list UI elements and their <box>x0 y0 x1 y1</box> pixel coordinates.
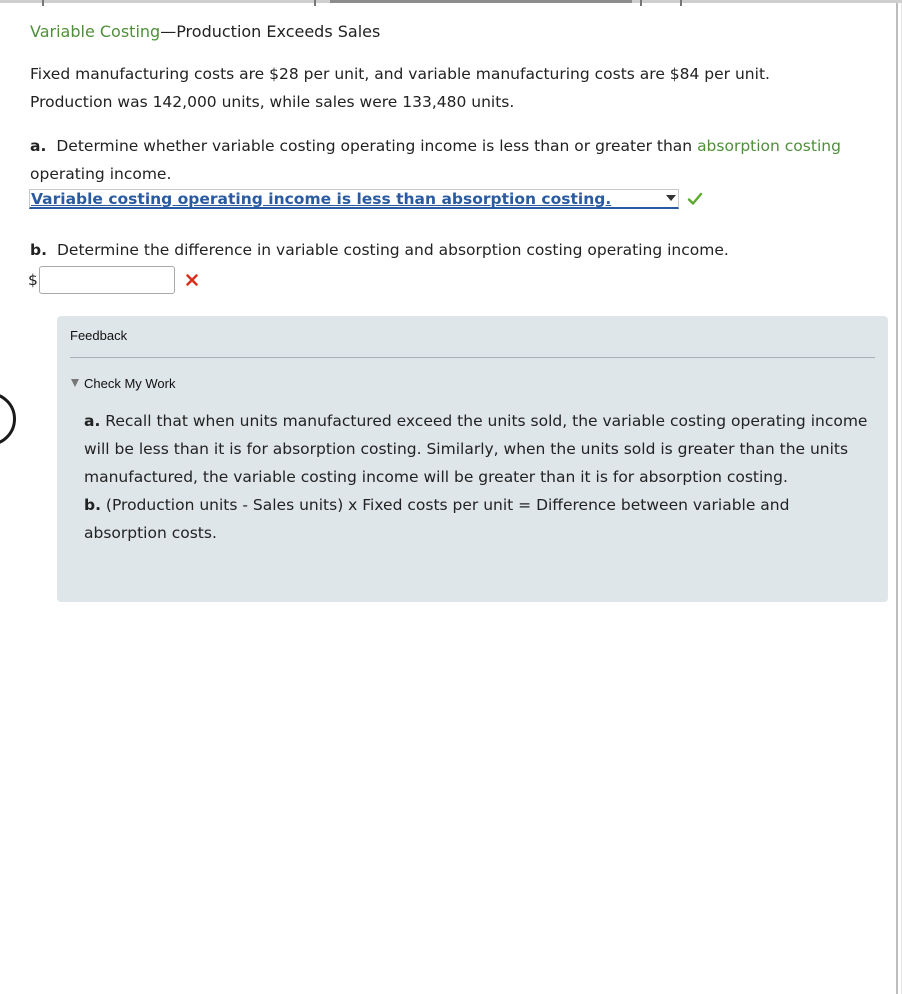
dropdown-caret-icon[interactable] <box>666 195 676 201</box>
part-a-answer-row <box>30 188 880 210</box>
difference-input[interactable] <box>39 266 175 294</box>
check-my-work-label: Check My Work <box>84 376 176 391</box>
feedback-divider <box>70 357 875 358</box>
part-a-question-start: Determine whether variable costing operating income is less than or greater than <box>56 137 698 155</box>
x-icon <box>185 273 199 287</box>
feedback-label: Feedback <box>70 328 128 343</box>
window-top-tick <box>640 0 642 6</box>
feedback-b-text: (Production units - Sales units) x Fixed costs per unit = Difference between variable and absorption costs. <box>84 496 790 542</box>
check-my-work-toggle[interactable] <box>71 376 176 391</box>
window-top-tick <box>314 0 316 6</box>
window-top-tick <box>42 0 44 6</box>
side-circle-control[interactable] <box>0 392 16 446</box>
feedback-part-a <box>84 407 874 491</box>
feedback-explanation <box>84 407 874 547</box>
part-a <box>30 132 880 210</box>
disclosure-triangle-icon[interactable] <box>71 379 79 387</box>
part-a-question <box>30 132 880 188</box>
part-b-letter: b. <box>30 241 47 259</box>
currency-symbol: $ <box>28 271 38 289</box>
part-b-answer-row <box>30 266 880 294</box>
part-a-selected-answer: Variable costing operating income is less than absorption costing. <box>31 189 612 208</box>
title-rest: —Production Exceeds Sales <box>160 22 381 41</box>
check-icon <box>687 191 703 207</box>
window-right-border <box>896 3 898 994</box>
question-content <box>30 18 880 294</box>
part-b-question <box>30 236 880 264</box>
feedback-b-letter: b. <box>84 496 101 514</box>
window-top-tick <box>680 0 682 6</box>
part-a-question-end: operating income. <box>30 165 172 183</box>
part-b <box>30 236 880 294</box>
window-top-tab <box>330 0 632 3</box>
problem-line-2: Production was 142,000 units, while sales were 133,480 units. <box>30 93 515 111</box>
feedback-part-b <box>84 491 874 547</box>
feedback-a-text: Recall that when units manufactured exceed the units sold, the variable costing operating income will be less than it is for absorption costing. Similarly, when the units sold is greater than the units manufactured, the variable costing income will be greater than it is for absorption costing. <box>84 412 868 486</box>
feedback-panel <box>57 316 888 602</box>
part-a-answer-select[interactable] <box>29 189 679 209</box>
title-link[interactable]: Variable Costing <box>30 22 161 41</box>
problem-line-1: Fixed manufacturing costs are $28 per unit, and variable manufacturing costs are $84 per unit. <box>30 65 770 83</box>
feedback-a-letter: a. <box>84 412 101 430</box>
part-a-letter: a. <box>30 137 47 155</box>
problem-title <box>30 18 880 46</box>
part-b-question-text: Determine the difference in variable costing and absorption costing operating income. <box>56 241 729 259</box>
problem-statement <box>30 60 880 116</box>
absorption-costing-link[interactable]: absorption costing <box>697 137 841 155</box>
